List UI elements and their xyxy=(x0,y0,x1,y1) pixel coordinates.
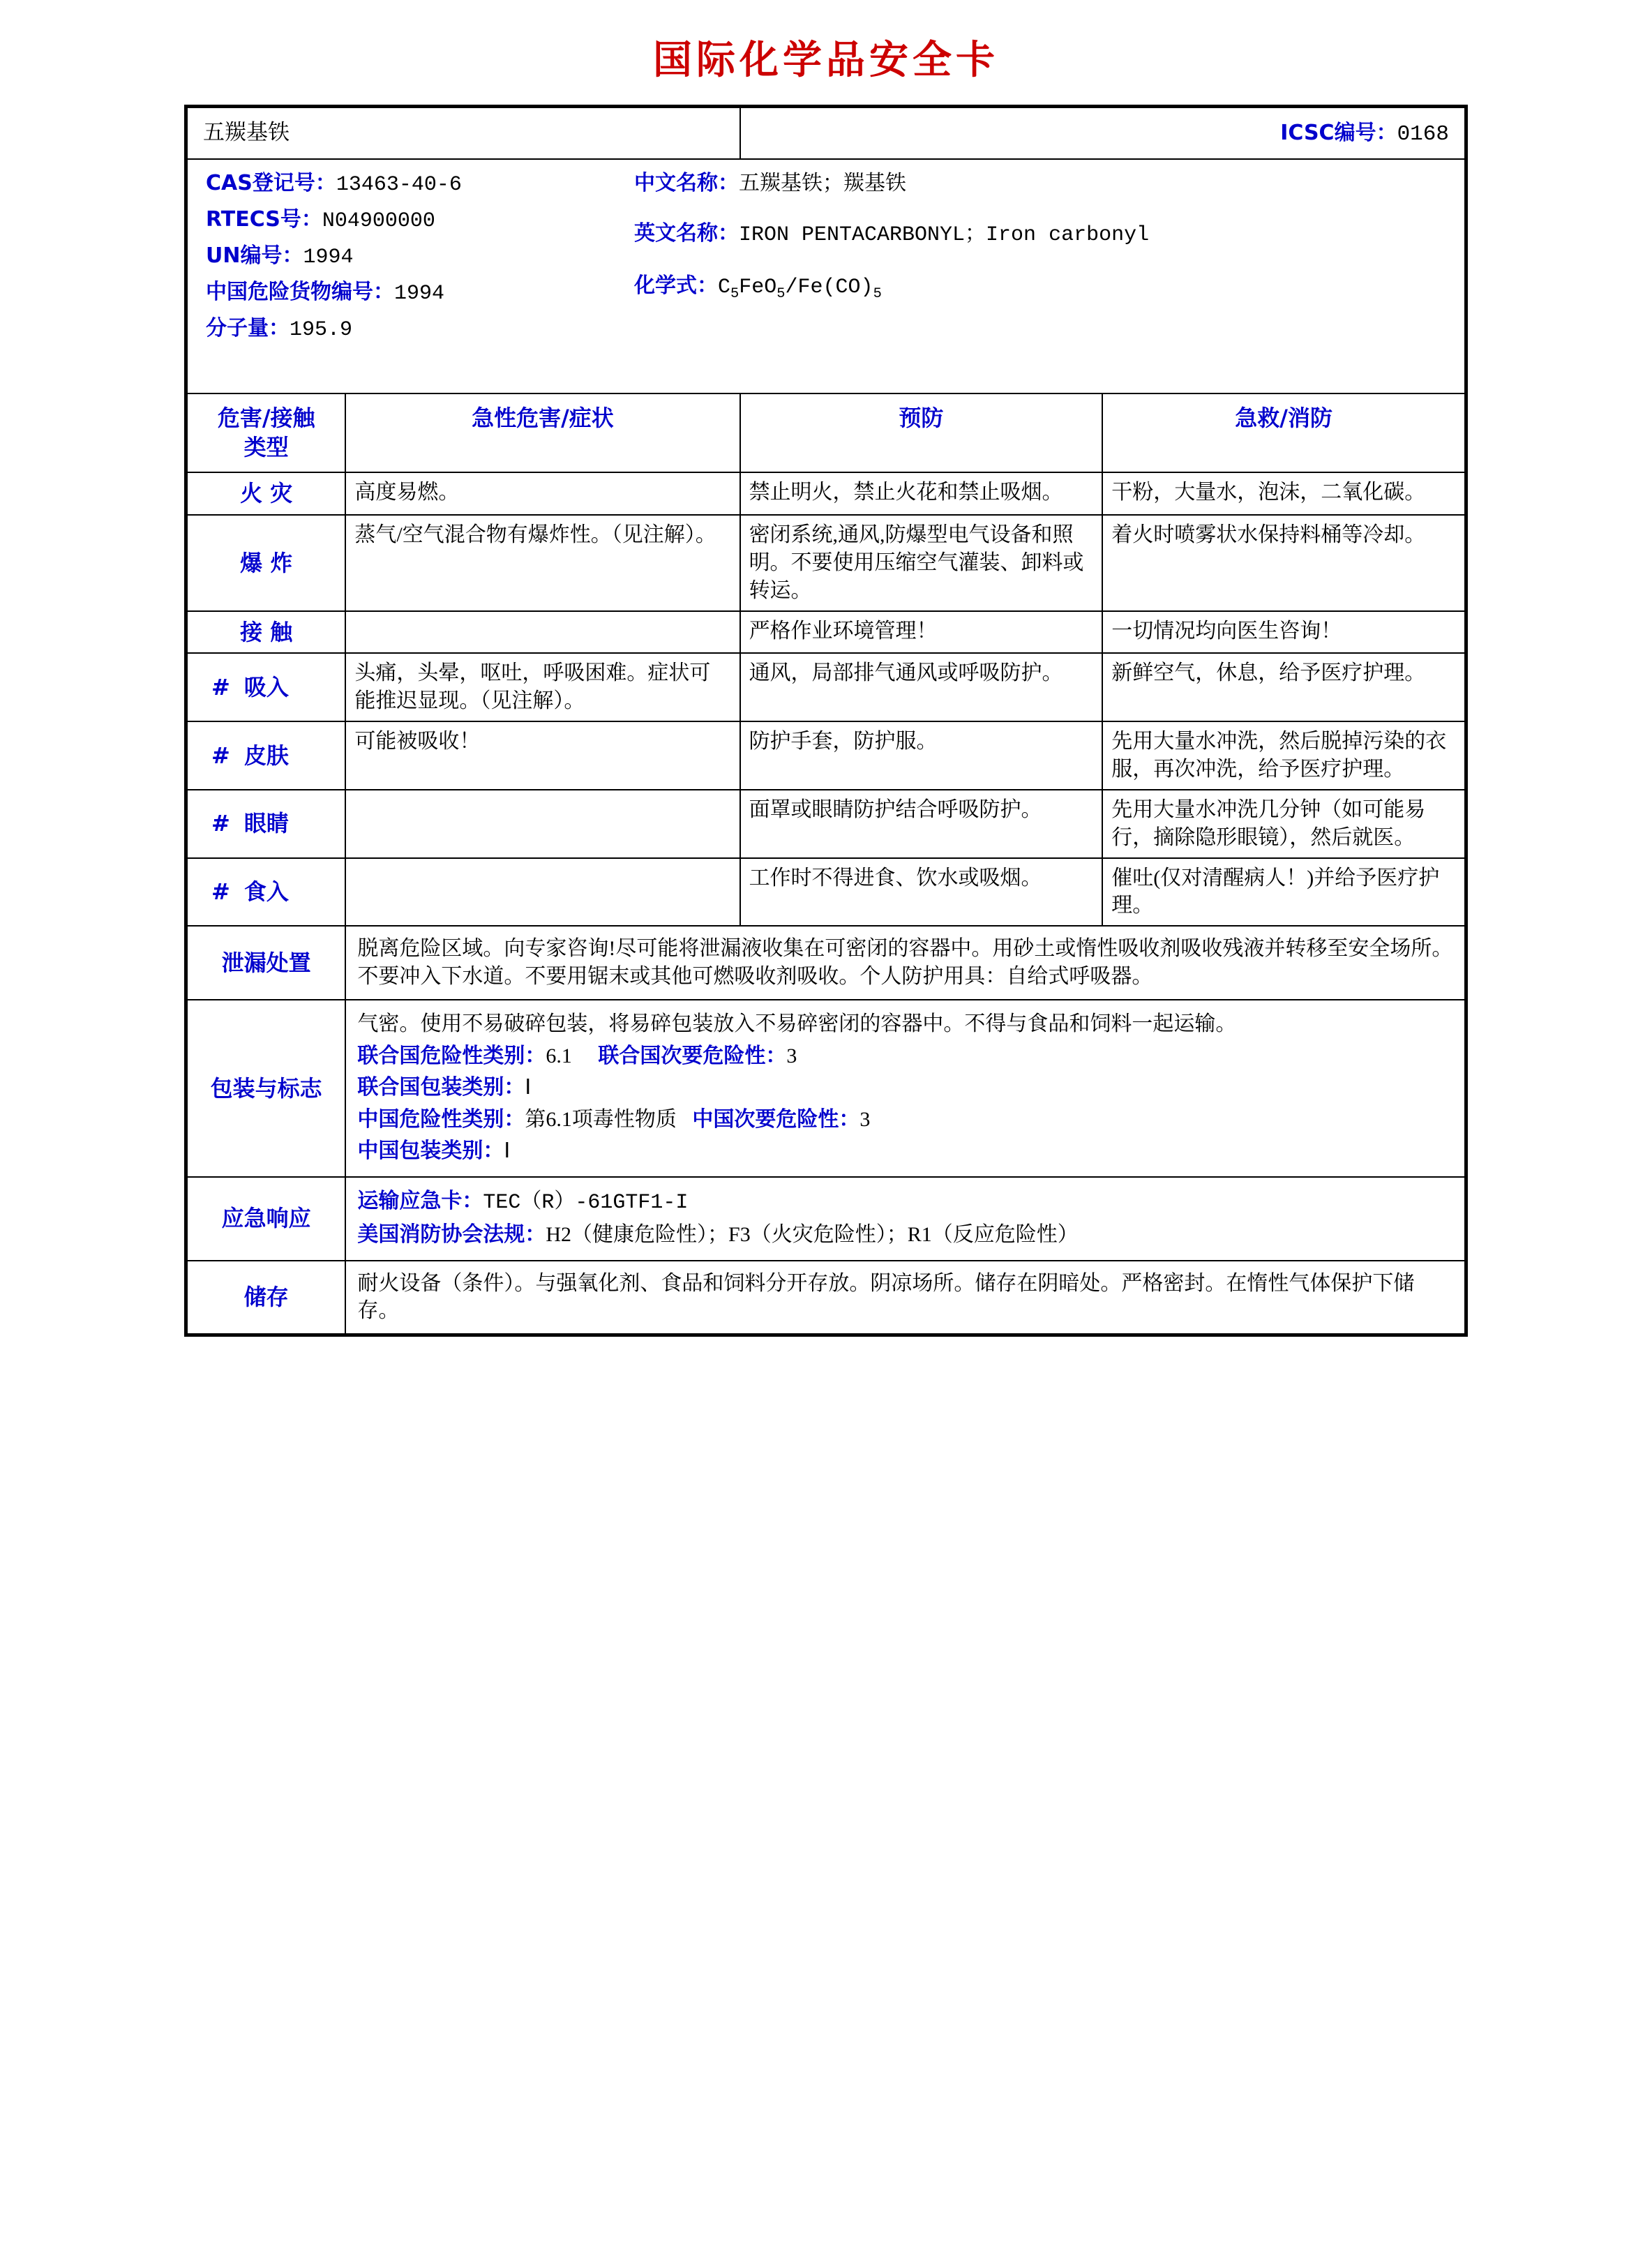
en-name-value: IRON PENTACARBONYL；Iron carbonyl xyxy=(739,223,1150,248)
un-hazard-label: 联合国危险性类别： xyxy=(357,1043,546,1068)
table-row-inhalation xyxy=(187,653,1465,721)
row-eyes-prevention: 面罩或眼睛防护结合呼吸防护。 xyxy=(740,790,1103,858)
row-label-exposure: 接 触 xyxy=(187,611,345,654)
un-label: UN编号： xyxy=(206,243,303,268)
cn-danger-row xyxy=(206,278,638,308)
formula-label: 化学式： xyxy=(634,273,718,298)
icsc-label: ICSC编号： xyxy=(1280,121,1397,145)
table-row-skin xyxy=(187,721,1465,790)
packaging-cn-hazard xyxy=(357,1104,1453,1135)
un-sub-hazard-label: 联合国次要危险性： xyxy=(598,1043,787,1068)
un-hazard-value: 6.1 xyxy=(546,1044,572,1067)
row-label-emergency: 应急响应 xyxy=(187,1177,345,1261)
un-value: 1994 xyxy=(303,246,354,269)
cn-hazard-label: 中国危险性类别： xyxy=(357,1107,525,1132)
row-label-storage: 储存 xyxy=(187,1261,345,1335)
row-label-eyes xyxy=(187,790,345,858)
page-title: 国际化学品安全卡 xyxy=(653,38,999,83)
col-header-firstaid: 急救/消防 xyxy=(1102,393,1465,472)
tec-label: 运输应急卡： xyxy=(357,1188,483,1213)
packaging-intro: 气密。使用不易破碎包装，将易碎包装放入不易碎密闭的容器中。不得与食品和饲料一起运输。 xyxy=(357,1012,1237,1036)
row-exposure-symptoms xyxy=(345,611,739,654)
identification-block xyxy=(187,159,1465,393)
row-fire-symptoms: 高度易燃。 xyxy=(345,472,739,515)
row-packaging-content xyxy=(345,1000,1465,1177)
rtecs-row xyxy=(206,206,638,236)
emergency-tec xyxy=(357,1186,1453,1219)
table-row-spillage xyxy=(187,926,1465,1000)
en-name-row xyxy=(634,220,1450,250)
table-row-packaging xyxy=(187,1000,1465,1177)
cn-name-row xyxy=(634,170,1450,197)
col-header-prevention: 预防 xyxy=(740,393,1103,472)
row-label-skin-text: 皮肤 xyxy=(243,742,289,769)
row-eyes-symptoms xyxy=(345,790,739,858)
row-explosion-prevention: 密闭系统,通风,防爆型电气设备和照明。不要使用压缩空气灌装、卸料或转运。 xyxy=(740,515,1103,611)
rtecs-label: RTECS号： xyxy=(206,207,322,232)
nfpa-label: 美国消防协会法规： xyxy=(357,1222,546,1247)
row-label-inhalation-text: 吸入 xyxy=(243,673,289,700)
table-row-storage xyxy=(187,1261,1465,1335)
cn-name-value: 五羰基铁；羰基铁 xyxy=(739,172,906,195)
row-inhalation-prevention: 通风，局部排气通风或呼吸防护。 xyxy=(740,653,1103,721)
rtecs-value: N04900000 xyxy=(322,209,435,234)
hash-marker-ingestion: # xyxy=(211,878,230,906)
row-eyes-firstaid: 先用大量水冲洗几分钟（如可能易行，摘除隐形眼镜），然后就医。 xyxy=(1102,790,1465,858)
row-label-skin xyxy=(187,721,345,790)
column-header-row xyxy=(187,393,1465,472)
icsc-table xyxy=(186,107,1466,1335)
row-label-eyes-text: 眼睛 xyxy=(243,810,289,837)
cas-value: 13463-40-6 xyxy=(336,173,462,197)
packaging-cn-pack xyxy=(357,1136,1453,1167)
card-header-row xyxy=(187,107,1465,159)
row-skin-prevention: 防护手套，防护服。 xyxy=(740,721,1103,790)
row-skin-firstaid: 先用大量水冲洗，然后脱掉污染的衣服，再次冲洗，给予医疗护理。 xyxy=(1102,721,1465,790)
substance-name: 五羰基铁 xyxy=(187,107,740,159)
mw-row xyxy=(206,315,638,345)
emergency-nfpa xyxy=(357,1220,1453,1250)
row-storage-text: 耐火设备（条件）。与强氧化剂、食品和饲料分开存放。阴凉场所。储存在阴暗处。严格密封。在惰性气体保护下储存。 xyxy=(345,1261,1465,1335)
cn-danger-label: 中国危险货物编号： xyxy=(206,279,394,304)
row-inhalation-symptoms: 头痛，头晕，呕吐，呼吸困难。症状可能推迟显现。（见注解）。 xyxy=(345,653,739,721)
formula-value: $C_5FeO_5/Fe(CO)_5$ xyxy=(718,276,882,302)
row-emergency-content xyxy=(345,1177,1465,1261)
un-row xyxy=(206,242,638,272)
icsc-number: 0168 xyxy=(1397,122,1449,147)
cas-row xyxy=(206,170,638,200)
row-fire-firstaid: 干粉，大量水，泡沫，二氧化碳。 xyxy=(1102,472,1465,515)
un-pack-label: 联合国包装类别： xyxy=(357,1075,525,1100)
row-fire-prevention: 禁止明火，禁止火花和禁止吸烟。 xyxy=(740,472,1103,515)
col-header-hazard-type xyxy=(187,393,345,472)
table-row-fire xyxy=(187,472,1465,515)
row-explosion-symptoms: 蒸气/空气混合物有爆炸性。（见注解）。 xyxy=(345,515,739,611)
identification-left xyxy=(206,170,638,350)
cn-pack-label: 中国包装类别： xyxy=(357,1139,504,1164)
safety-card-page xyxy=(0,29,1652,2250)
cas-label: CAS登记号： xyxy=(206,171,336,196)
cn-name-label: 中文名称： xyxy=(634,171,739,196)
cn-pack-value: Ⅰ xyxy=(504,1139,511,1163)
row-ingestion-firstaid: 催吐(仅对清醒病人！)并给予医疗护理。 xyxy=(1102,858,1465,927)
un-sub-hazard-value: 3 xyxy=(786,1044,797,1067)
row-exposure-firstaid: 一切情况均向医生咨询！ xyxy=(1102,611,1465,654)
identification-right xyxy=(634,170,1450,310)
row-label-packaging: 包装与标志 xyxy=(187,1000,345,1177)
table-row-explosion xyxy=(187,515,1465,611)
cn-danger-value: 1994 xyxy=(394,281,445,306)
col-header-hazard-type-line1: 危害/接触 xyxy=(217,405,315,432)
row-exposure-prevention: 严格作业环境管理！ xyxy=(740,611,1103,654)
table-row-exposure xyxy=(187,611,1465,654)
un-pack-value: Ⅰ xyxy=(525,1076,532,1100)
row-label-ingestion xyxy=(187,858,345,927)
row-explosion-firstaid: 着火时喷雾状水保持料桶等冷却。 xyxy=(1102,515,1465,611)
hash-marker-inhalation: # xyxy=(211,673,230,700)
row-inhalation-firstaid: 新鲜空气，休息，给予医疗护理。 xyxy=(1102,653,1465,721)
hash-marker-skin: # xyxy=(211,742,230,769)
tec-value: TEC（R）-61GTF1-I xyxy=(483,1190,689,1215)
nfpa-value: H2（健康危险性）；F3（火灾危险性）；R1（反应危险性） xyxy=(546,1223,1079,1247)
row-label-ingestion-text: 食入 xyxy=(243,878,289,906)
formula-row xyxy=(634,272,1450,303)
row-spillage-text: 脱离危险区域。向专家咨询!尽可能将泄漏液收集在可密闭的容器中。用砂土或惰性吸收剂吸收残液并转移至安全场所。不要冲入下水道。不要用锯末或其他可燃吸收剂吸收。个人防护用具：自给式呼吸器。 xyxy=(345,926,1465,1000)
row-label-spillage: 泄漏处置 xyxy=(187,926,345,1000)
row-label-inhalation xyxy=(187,653,345,721)
table-row-eyes xyxy=(187,790,1465,858)
col-header-symptoms: 急性危害/症状 xyxy=(345,393,739,472)
col-header-hazard-type-line2: 类型 xyxy=(243,433,289,460)
icsc-card xyxy=(184,105,1468,1337)
mw-value: 195.9 xyxy=(290,317,353,342)
icsc-number-cell xyxy=(740,107,1465,159)
identification-row xyxy=(187,159,1465,393)
en-name-label: 英文名称： xyxy=(634,221,739,246)
row-ingestion-prevention: 工作时不得进食、饮水或吸烟。 xyxy=(740,858,1103,927)
row-ingestion-symptoms xyxy=(345,858,739,927)
packaging-un-pack xyxy=(357,1072,1453,1103)
packaging-un-hazard xyxy=(357,1041,1453,1072)
cn-hazard-value: 第6.1项毒性物质 xyxy=(525,1107,677,1131)
table-row-emergency xyxy=(187,1177,1465,1261)
row-label-fire: 火 灾 xyxy=(187,472,345,515)
table-row-ingestion xyxy=(187,858,1465,927)
cn-sub-hazard-value: 3 xyxy=(859,1107,871,1131)
row-skin-symptoms: 可能被吸收！ xyxy=(345,721,739,790)
mw-label: 分子量： xyxy=(206,315,290,340)
hash-marker-eyes: # xyxy=(211,810,230,837)
cn-sub-hazard-label: 中国次要危险性： xyxy=(692,1107,860,1132)
row-label-explosion: 爆 炸 xyxy=(187,515,345,611)
